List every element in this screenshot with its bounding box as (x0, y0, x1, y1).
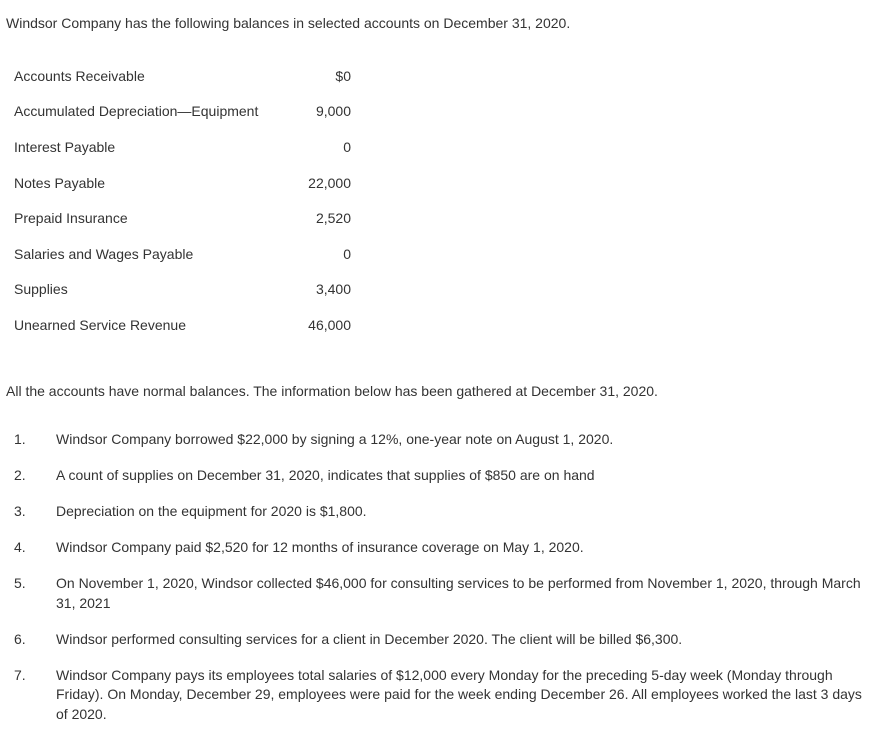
account-amount: 0 (343, 138, 351, 155)
item-number: 2. (14, 467, 26, 483)
table-row (14, 272, 351, 308)
list-item (14, 574, 870, 613)
table-row (14, 307, 351, 343)
item-number: 7. (14, 666, 26, 683)
account-name: Notes Payable (14, 174, 106, 191)
account-name: Accounts Receivable (14, 67, 145, 84)
table-row (14, 94, 351, 130)
list-item (14, 502, 870, 522)
table-row (14, 165, 351, 201)
item-text: Depreciation on the equipment for 2020 is $1,800. (56, 503, 367, 519)
item-text: Windsor Company paid $2,520 for 12 months of insurance coverage on May 1, 2020. (56, 539, 584, 555)
balances-table (14, 58, 351, 343)
account-name: Unearned Service Revenue (14, 316, 186, 333)
account-name: Accumulated Depreciation—Equipment (14, 103, 259, 120)
account-name: Prepaid Insurance (14, 210, 128, 227)
account-name: Interest Payable (14, 138, 116, 155)
list-item (14, 666, 870, 725)
item-number: 5. (14, 575, 26, 591)
account-amount: 9,000 (315, 103, 351, 120)
account-name: Supplies (14, 281, 68, 298)
account-amount: 22,000 (308, 174, 351, 191)
item-number: 6. (14, 630, 26, 647)
item-number: 1. (14, 431, 26, 447)
account-name: Salaries and Wages Payable (14, 245, 194, 262)
item-text: A count of supplies on December 31, 2020, indicates that supplies of $850 are on hand (56, 467, 595, 483)
list-item (14, 466, 870, 486)
account-amount: 46,000 (308, 316, 351, 333)
item-text: Windsor Company borrowed $22,000 by signing a 12%, one-year note on August 1, 2020. (56, 431, 614, 447)
adjustment-items-list (14, 430, 870, 741)
account-amount: $0 (335, 67, 351, 84)
table-row (14, 200, 351, 236)
list-item (14, 630, 870, 650)
intro-text: Windsor Company has the following balances in selected accounts on December 31, 2020. (6, 15, 571, 31)
item-text: Windsor performed consulting services for a client in December 2020. The client will be billed $6,300. (56, 630, 683, 647)
item-number: 4. (14, 539, 26, 555)
item-text: Windsor Company pays its employees total salaries of $12,000 every Monday for the preceding 5-day week (Monday through Friday). On Monday, December 29, employees were paid for the week ending December 26. All employees worked the last 3 days of 2020. (56, 666, 862, 722)
list-item (14, 538, 870, 558)
table-row (14, 129, 351, 165)
info-text: All the accounts have normal balances. The information below has been gathered at December 31, 2020. (6, 383, 658, 399)
table-row (14, 58, 351, 94)
item-text: On November 1, 2020, Windsor collected $46,000 for consulting services to be performed from November 1, 2020, through March 31, 2021 (56, 575, 861, 611)
account-amount: 3,400 (315, 281, 351, 298)
account-amount: 2,520 (315, 210, 351, 227)
table-row (14, 236, 351, 272)
item-number: 3. (14, 503, 26, 519)
list-item (14, 430, 870, 450)
account-amount: 0 (343, 245, 351, 262)
